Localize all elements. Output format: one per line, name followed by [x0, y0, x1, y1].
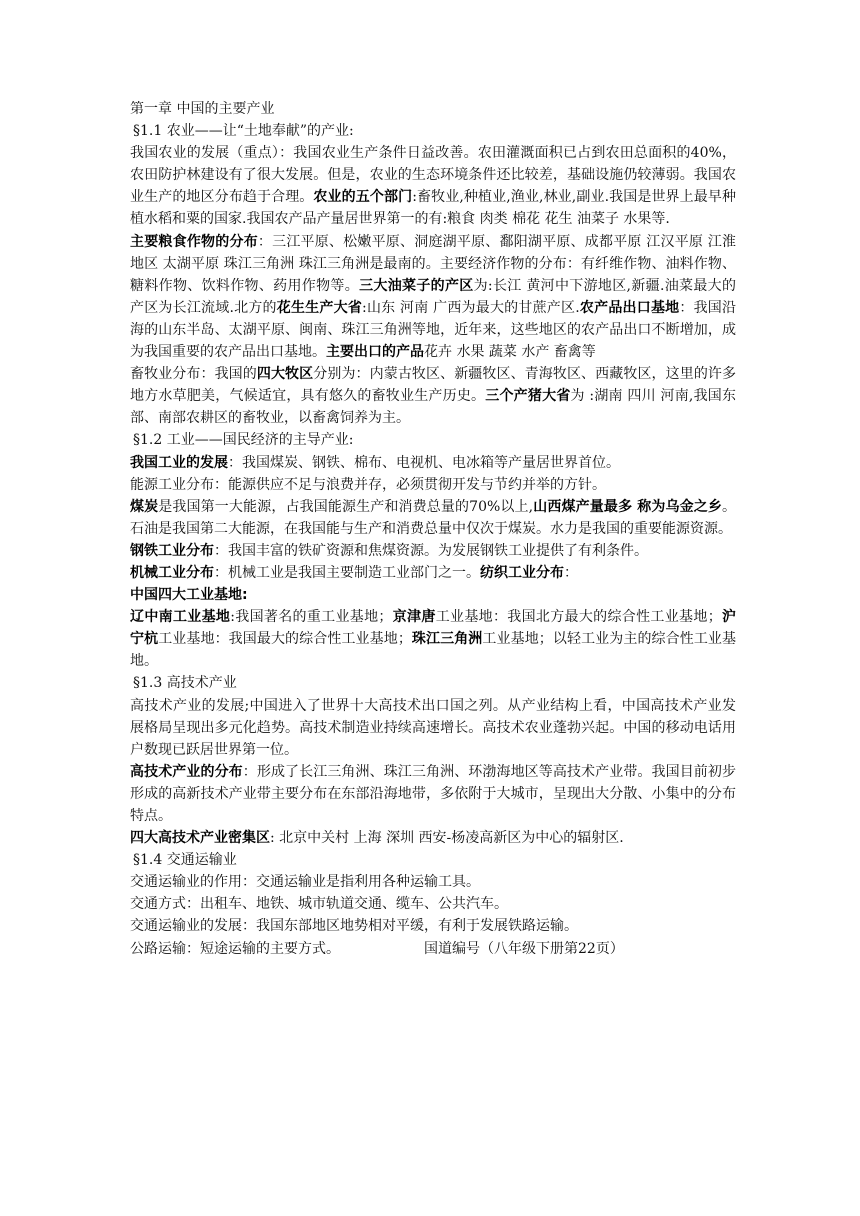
chapter-title: 第一章 中国的主要产业 — [130, 101, 275, 117]
paragraph-industrial-bases — [130, 606, 736, 672]
paragraph-machinery-textile — [130, 562, 736, 584]
text: ： — [564, 564, 578, 581]
paragraph-transport-role: 交通运输业的作用：交通运输业是指利用各种运输工具。 — [130, 874, 480, 891]
section-heading-transport: §1.4 交通运输业 — [133, 852, 237, 869]
text: :我国著名的重工业基地； — [230, 609, 393, 626]
paragraph-high-tech-development: 高技术产业的发展;中国进入了世界十大高技术出口国之列。从产业结构上看，中国高技术产业发展格局呈现出多元化趋势。高技术制造业持续高速增长。高技术农业蓬勃兴起。中国的移动电话用户数现已跃居世界第一位。 — [130, 697, 736, 758]
text: ：三江平原、松嫩平原、洞庭湖平原、鄱阳湖平原、成都平原 江汉平原 江淮地区 太湖平原 珠江三角洲 珠江三角洲是最南的。主要经济作物的分布：有纤维作物、油料作物、糖料作物、饮料作物、药用作物等。 — [130, 233, 736, 294]
paragraph-road-transport — [130, 938, 736, 960]
text: 花卉 水果 蔬菜 水产 畜禽等 — [424, 344, 596, 361]
key-term: 纺织工业分布 — [480, 564, 564, 581]
section-heading-high-tech: §1.3 高技术产业 — [133, 675, 237, 692]
key-term: 四大高技术产业密集区 — [130, 830, 270, 847]
key-term: 钢铁工业分布 — [130, 542, 214, 559]
paragraph-energy-industry: 能源工业分布：能源供应不足与浪费并存，必须贯彻开发与节约并举的方针。 — [130, 476, 606, 493]
paragraph-steel-industry — [130, 540, 736, 562]
heading-four-industrial-bases: 中国四大工业基地: — [130, 587, 248, 604]
text: 工业基地；以轻工业为主的综合性工业基地。 — [130, 631, 737, 670]
key-term: 三大油菜子的产区 — [359, 277, 474, 294]
key-term: 机械工业分布 — [130, 564, 214, 581]
key-term: 高技术产业的分布 — [130, 763, 243, 780]
text: 公路运输：短途运输的主要方式。 — [130, 940, 340, 957]
text: 工业基地：我国最大的综合性工业基地； — [158, 631, 412, 648]
text: 是我国第一大能源，占我国能源生产和消费总量的70%以上, — [158, 498, 534, 515]
paragraph-coal — [130, 496, 736, 540]
paragraph-high-tech-distribution — [130, 761, 736, 827]
key-term: 三个产猪大省 — [485, 388, 571, 405]
text: ：形成了长江三角洲、珠江三角洲、环渤海地区等高技术产业带。我国目前初步形成的高新技术产业带主要分布在东部沿海地带，多依附于大城市，呈现出大分散、小集中的分布特点。 — [130, 763, 737, 824]
key-term: 山西煤产量最多 称为乌金之乡 — [533, 498, 722, 515]
key-term: 主要粮食作物的分布 — [130, 233, 258, 250]
key-term: 京津唐 — [392, 609, 436, 626]
section-heading-industry: §1.2 工业——国民经济的主导产业: — [133, 432, 354, 449]
text: 分别为：内蒙古牧区、新疆牧区、青海牧区、西藏牧区，这里的许多地方水草肥美，气候适宜，具有悠久的畜牧业生产历史。 — [130, 366, 737, 405]
text: 畜牧业分布：我国的 — [130, 366, 257, 383]
paragraph-transport-development: 交通运输业的发展：我国东部地区地势相对平缓，有利于发展铁路运输。 — [130, 918, 578, 935]
document-body — [130, 98, 736, 960]
key-term: 煤炭 — [130, 498, 159, 515]
key-term: 主要出口的产品 — [326, 344, 424, 361]
key-term: 我国工业的发展 — [130, 454, 228, 471]
text: 为:长江 黄河中下游地区,新疆.油菜最大的产区为长江流域.北方的 — [130, 277, 736, 316]
paragraph-industry-development — [130, 452, 736, 474]
key-term: 辽中南工业基地 — [130, 609, 231, 626]
paragraph-transport-modes: 交通方式：出租车、地铁、城市轨道交通、缆车、公共汽车。 — [130, 896, 508, 913]
text: 。石油是我国第二大能源，在我国能与生产和消费总量中仅次于煤炭。水力是我国的重要能源资源。 — [130, 498, 736, 537]
text: ：我国煤炭、钢铁、棉布、电视机、电冰箱等产量居世界首位。 — [228, 454, 620, 471]
key-term: 农业的五个部门 — [313, 189, 413, 206]
key-term: 珠江三角洲 — [411, 631, 483, 648]
textbook-note: 国道编号（八年级下册第22页） — [424, 940, 624, 957]
key-term: 沪宁杭 — [130, 609, 737, 648]
paragraph-high-tech-zones — [130, 827, 736, 849]
paragraph-animal-husbandry — [130, 363, 736, 429]
text: 我国农业的发展（重点）：我国农业生产条件日益改善。农田灌溉面积已占到农田总面积的40%，农田防护林建设有了很大发展。但是，农业的生态环境条件还比较差，基础设施仍较薄弱。我国农业生产的地区分布趋于合理。 — [130, 145, 736, 206]
text: :山东 河南 广西为最大的甘蔗产区. — [362, 299, 580, 316]
section-heading-agriculture: §1.1 农业——让“土地奉献”的产业: — [133, 123, 354, 140]
text: ：机械工业是我国主要制造工业部门之一。 — [214, 564, 480, 581]
key-term: 四大牧区 — [256, 366, 314, 383]
text: 为 :湖南 四川 河南,我国东部、南部农耕区的畜牧业，以畜禽饲养为主。 — [130, 388, 736, 427]
key-term: 花生生产大省 — [276, 299, 363, 316]
text: ：我国丰富的铁矿资源和焦煤资源。为发展钢铁工业提供了有利条件。 — [214, 542, 648, 559]
text: 工业基地：我国北方最大的综合性工业基地； — [435, 609, 722, 626]
text: ：我国沿海的山东半岛、太湖平原、闽南、珠江三角洲等地，近年来，这些地区的农产品出口不断增加，成为我国重要的农产品出口基地。 — [130, 299, 737, 361]
key-term: 农产品出口基地 — [579, 299, 680, 316]
paragraph-crop-distribution — [130, 231, 736, 364]
text: : 北京中关村 上海 深圳 西安-杨凌高新区为中心的辐射区. — [270, 830, 624, 847]
paragraph-agriculture-development — [130, 142, 736, 230]
text: :畜牧业,种植业,渔业,林业,副业.我国是世界上最早种植水稻和粟的国家.我国农产品产量居世界第一的有:粮食 肉类 棉花 花生 油菜子 水果等. — [130, 189, 736, 228]
